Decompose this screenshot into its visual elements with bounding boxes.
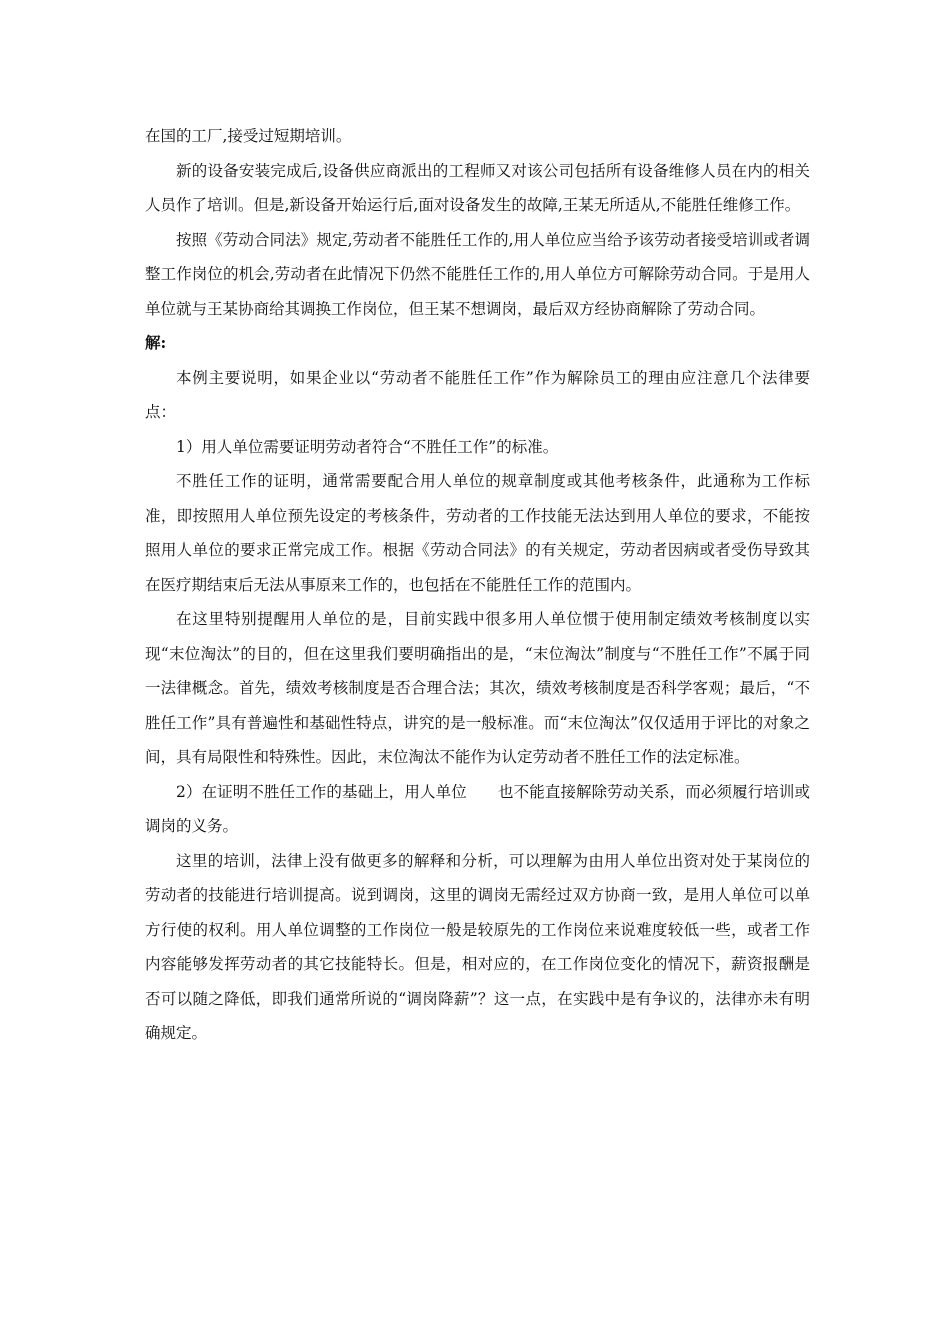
document-body xyxy=(145,119,810,1051)
paragraph-training-transfer: 这里的培训，法律上没有做更多的解释和分析，可以理解为由用人单位出资对处于某岗位的劳动者的技能进行培训提高。说到调岗，这里的调岗无需经过双方协商一致，是用人单位可以单方行使的权利。用人单位调整的工作岗位一般是较原先的工作岗位来说难度较低一些，或者工作内容能够发挥劳动者的其它技能特长。但是，相对应的，在工作岗位变化的情况下，薪资报酬是否可以随之降低，即我们通常所说的“调岗降薪”？这一点，在实践中是有争议的，法律亦未有明确规定。 xyxy=(145,851,810,1042)
paragraph-legal-points-intro: 本例主要说明，如果企业以“劳动者不能胜任工作”作为解除员工的理由应注意几个法律要点： xyxy=(145,368,810,421)
solution-heading: 解: xyxy=(145,333,167,352)
paragraph-training-abroad: 在国的工厂,接受过短期培训。 xyxy=(145,127,352,145)
paragraph-point-one: 1）用人单位需要证明劳动者符合“不胜任工作”的标准。 xyxy=(176,437,559,456)
paragraph-new-equipment: 新的设备安装完成后,设备供应商派出的工程师又对该公司包括所有设备维修人员在内的相关人员作了培训。但是,新设备开始运行后,面对设备发生的故障,王某无所适从,不能胜任维修工作。 xyxy=(145,161,810,214)
paragraph-labor-contract-law: 按照《劳动合同法》规定,劳动者不能胜任工作的,用人单位应当给予该劳动者接受培训或者调整工作岗位的机会,劳动者在此情况下仍然不能胜任工作的,用人单位方可解除劳动合同。于是用人单位就与王某协商给其调换工作岗位，但王某不想调岗，最后双方经协商解除了劳动合同。 xyxy=(145,230,810,318)
paragraph-incompetence-proof: 不胜任工作的证明，通常需要配合用人单位的规章制度或其他考核条件，此通称为工作标准，即按照用人单位预先设定的考核条件，劳动者的工作技能无法达到用人单位的要求，不能按照用人单位的要求正常完成工作。根据《劳动合同法》的有关规定，劳动者因病或者受伤导致其在医疗期结束后无法从事原来工作的，也包括在不能胜任工作的范围内。 xyxy=(145,472,810,594)
paragraph-elimination-warning: 在这里特别提醒用人单位的是，目前实践中很多用人单位惯于使用制定绩效考核制度以实现“末位淘汰”的目的，但在这里我们要明确指出的是，“末位淘汰”制度与“不胜任工作”不属于同一法律概念。首先，绩效考核制度是否合理合法；其次，绩效考核制度是否科学客观；最后，“不胜任工作”具有普遍性和基础性特点，讲究的是一般标准。而“末位淘汰”仅仅适用于评比的对象之间，具有局限性和特殊性。因此，末位淘汰不能作为认定劳动者不胜任工作的法定标准。 xyxy=(145,610,810,766)
paragraph-point-two: 2）在证明不胜任工作的基础上，用人单位 也不能直接解除劳动关系，而必须履行培训或调岗的义务。 xyxy=(145,782,810,835)
